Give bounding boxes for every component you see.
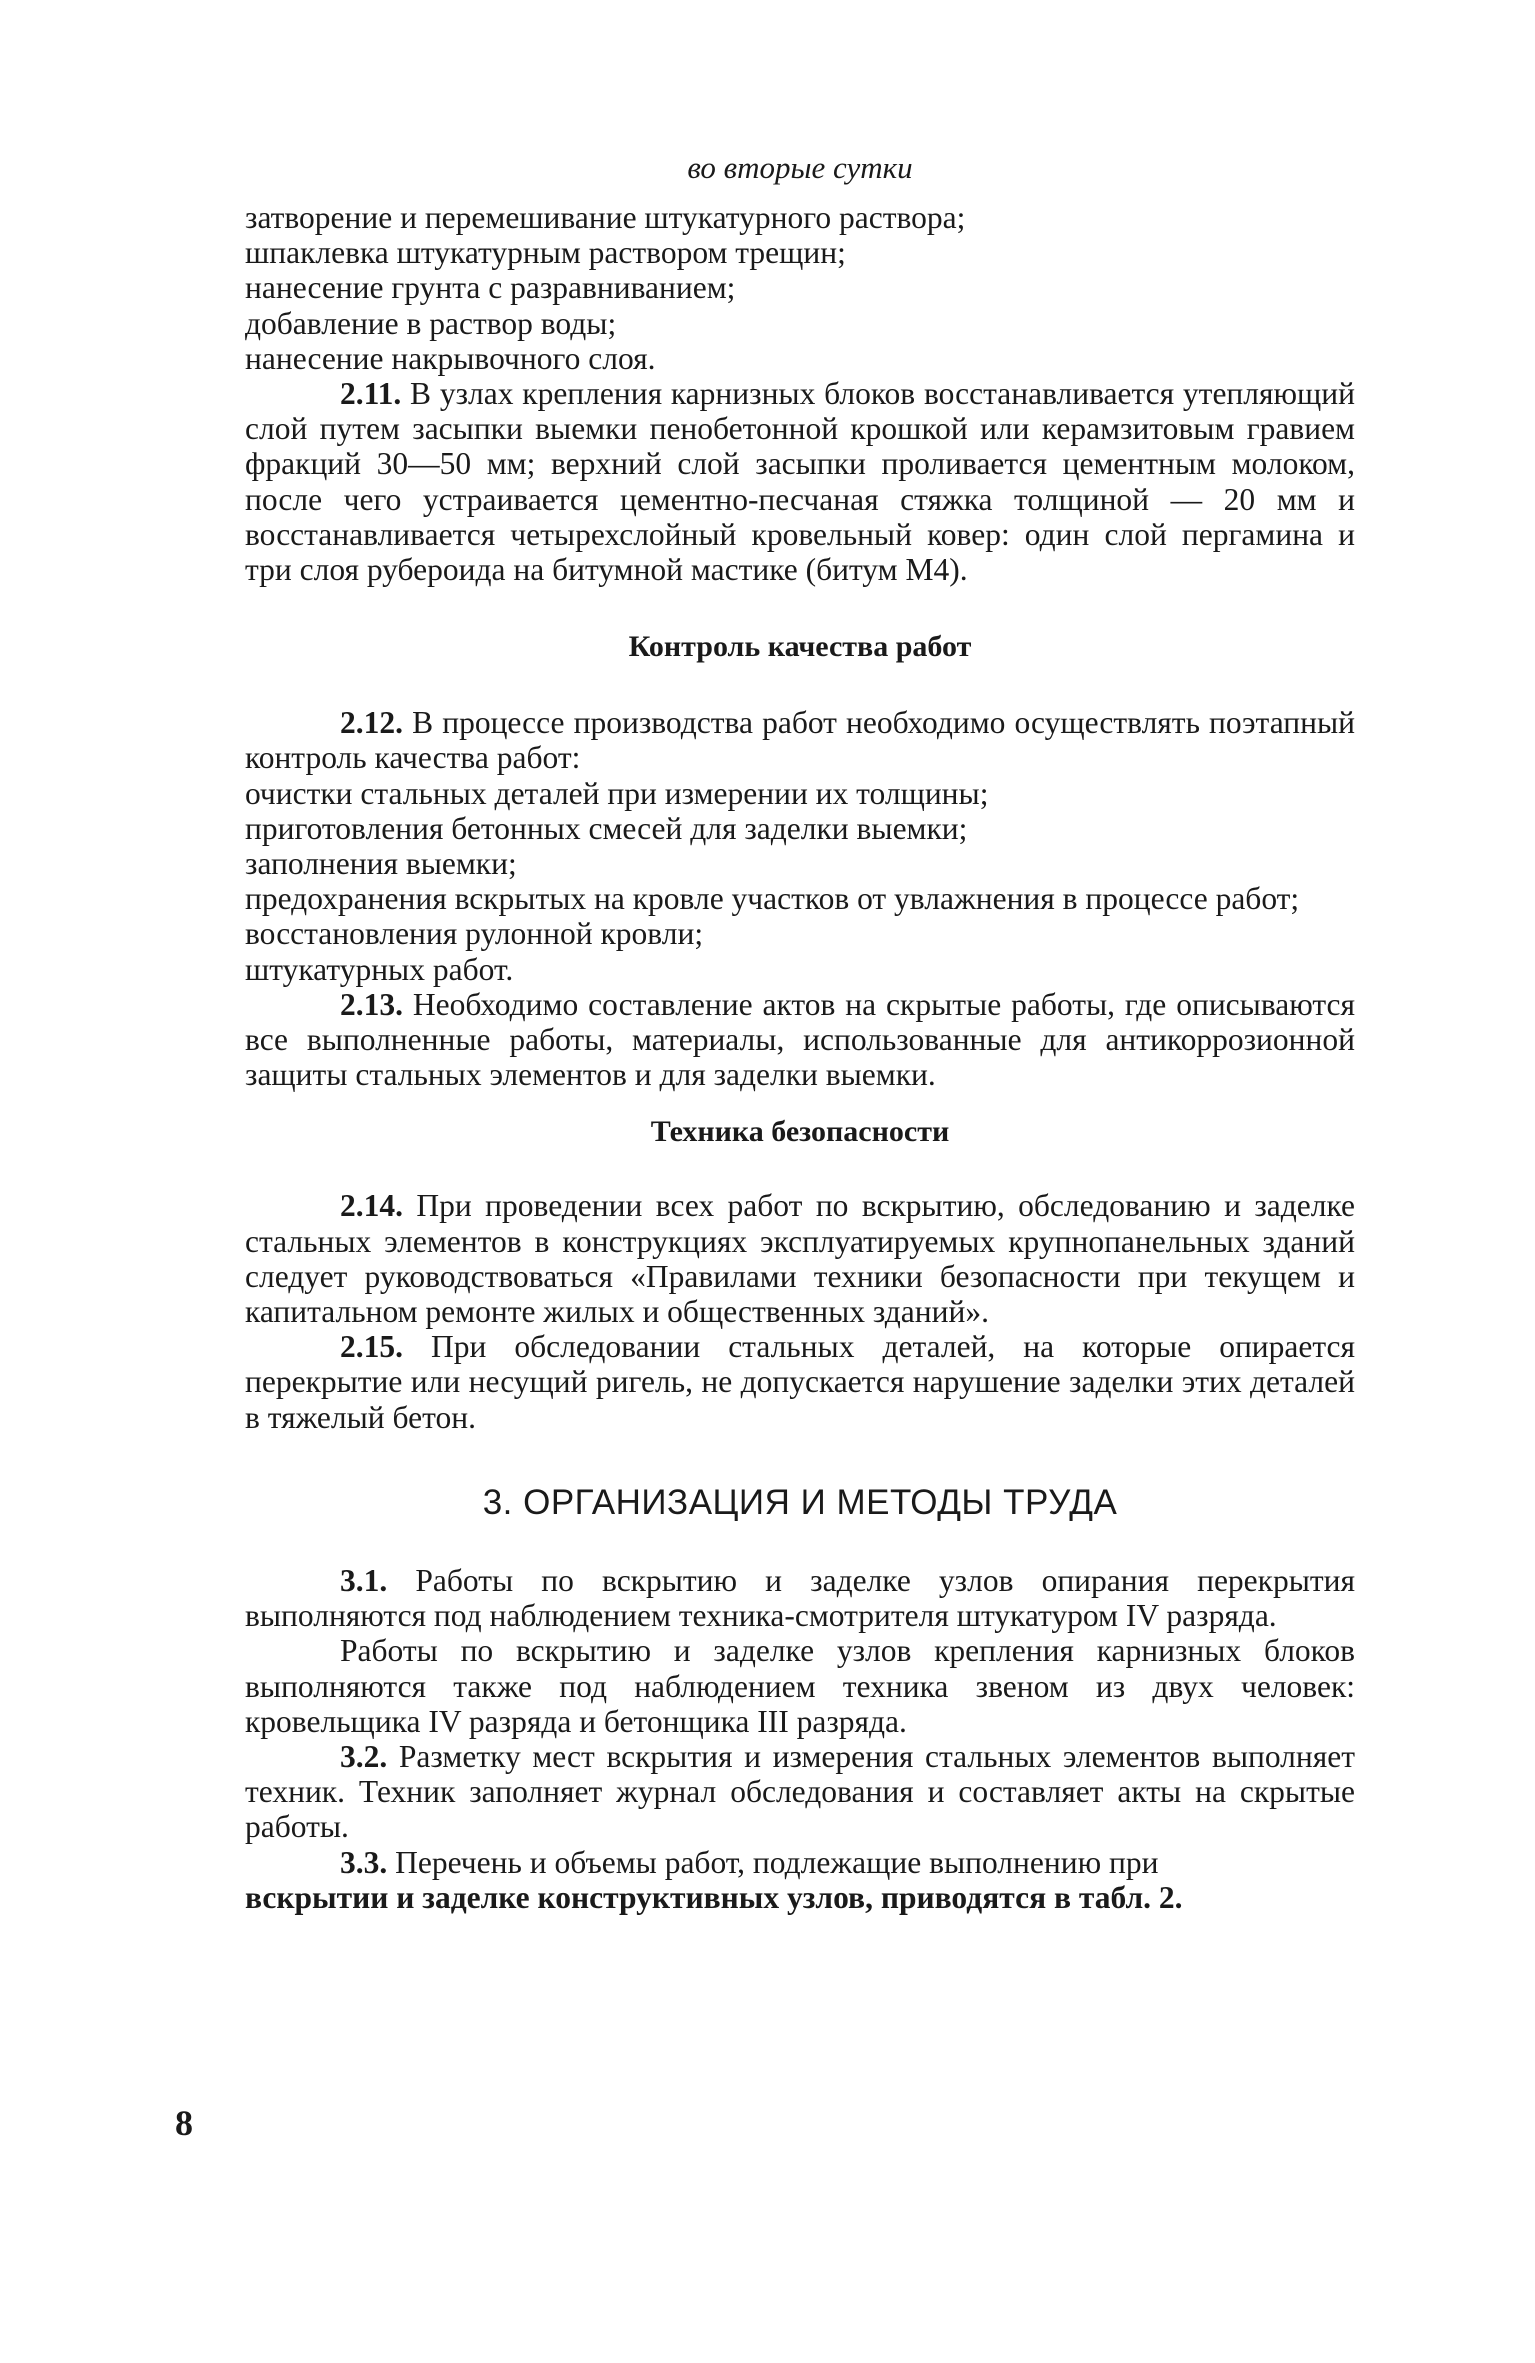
clause-text: В узлах крепления карнизных блоков восстанавливается утепляющий слой путем засыпки выемки пенобетонной крошкой или керамзитовым гравием фракций 30—50 мм; верхний слой засыпки проливается цементным молоком, после чего устраивается цементно-песчаная стяжка толщиной — 20 мм и восстанавливается четырехслойный кровельный ковер: один слой пергамина и три слоя рубероида на битумной мастике (битум М4). xyxy=(245,376,1355,588)
clause-number: 2.11. xyxy=(340,376,402,412)
clause-text: При проведении всех работ по вскрытию, обследованию и заделке стальных элементов в конструкциях эксплуатируемых крупнопанельных зданий следует руководствоваться «Правилами техники безопасности при текущем и капитальном ремонте жилых и общественных зданий». xyxy=(245,1188,1355,1330)
list-item: шпаклевка штукатурным раствором трещин; xyxy=(245,235,846,271)
clause-number: 2.15. xyxy=(340,1329,403,1365)
paragraph-3-1 xyxy=(245,1563,1355,1633)
clause-number: 2.12. xyxy=(340,705,403,741)
clause-text: Перечень и объемы работ, подлежащие выполнению при xyxy=(387,1844,1159,1880)
list-top xyxy=(245,200,1355,376)
clause-number: 2.14. xyxy=(340,1188,403,1224)
clause-text: При обследовании стальных деталей, на которые опирается перекрытие или несущий ригель, не допускается нарушение заделки этих деталей в тяжелый бетон. xyxy=(245,1329,1355,1435)
clause-number: 3.2. xyxy=(340,1738,388,1774)
list-item: заполнения выемки; xyxy=(245,846,517,882)
running-head: во вторые сутки xyxy=(687,150,913,185)
list-item: предохранения вскрытых на кровле участков от увлажнения в процессе работ; xyxy=(245,881,1300,917)
paragraph-3-1-continued: Работы по вскрытию и заделке узлов крепления карнизных блоков выполняются также под наблюдением техника звеном из двух человек: кровельщика IV разряда и бетонщика III разряда. xyxy=(245,1633,1355,1739)
list-item: восстановления рулонной кровли; xyxy=(245,916,704,952)
paragraph-2-12 xyxy=(245,705,1355,775)
list-item: приготовления бетонных смесей для заделки выемки; xyxy=(245,810,968,846)
clause-number: 3.1. xyxy=(340,1562,388,1598)
list-item: затворение и перемешивание штукатурного раствора; xyxy=(245,200,966,235)
paragraph-2-14 xyxy=(245,1188,1355,1329)
paragraph-2-15 xyxy=(245,1329,1355,1435)
clause-text: Работы по вскрытию и заделке узлов опирания перекрытия выполняются под наблюдением техника-смотрителя штукатуром IV разряда. xyxy=(245,1562,1355,1634)
clause-text: Разметку мест вскрытия и измерения стальных элементов выполняет техник. Техник заполняет журнал обследования и составляет акты на скрытые работы. xyxy=(245,1738,1355,1845)
list-quality xyxy=(245,776,1355,987)
page-body xyxy=(245,150,1355,1915)
paragraph-2-13 xyxy=(245,987,1355,1093)
list-item: добавление в раствор воды; xyxy=(245,305,617,341)
paragraph-3-2 xyxy=(245,1739,1355,1845)
heading-quality-control: Контроль качества работ xyxy=(628,630,972,664)
clause-number: 3.3. xyxy=(340,1844,388,1880)
list-item: нанесение накрывочного слоя. xyxy=(245,340,656,376)
clause-number: 2.13. xyxy=(340,986,403,1022)
list-item: очистки стальных деталей при измерении их толщины; xyxy=(245,775,989,811)
heading-safety: Техника безопасности xyxy=(650,1115,950,1149)
section-3-heading: 3. ОРГАНИЗАЦИЯ И МЕТОДЫ ТРУДА xyxy=(482,1482,1118,1522)
clause-text: Необходимо составление актов на скрытые работы, где описываются все выполненные работы, материалы, использованные для антикоррозионной защиты стальных элементов и для заделки выемки. xyxy=(245,986,1355,1093)
clause-text: В процессе производства работ необходимо осуществлять поэтапный контроль качества работ: xyxy=(245,705,1355,776)
list-item: штукатурных работ. xyxy=(245,951,514,987)
paragraph-2-11 xyxy=(245,376,1355,587)
page-number: 8 xyxy=(175,2103,193,2143)
paragraph-3-3-bold-line: вскрытии и заделке конструктивных узлов, приводятся в табл. 2. xyxy=(245,1879,1183,1915)
paragraph-3-3 xyxy=(245,1845,1355,1880)
list-item: нанесение грунта с разравниванием; xyxy=(245,270,736,306)
